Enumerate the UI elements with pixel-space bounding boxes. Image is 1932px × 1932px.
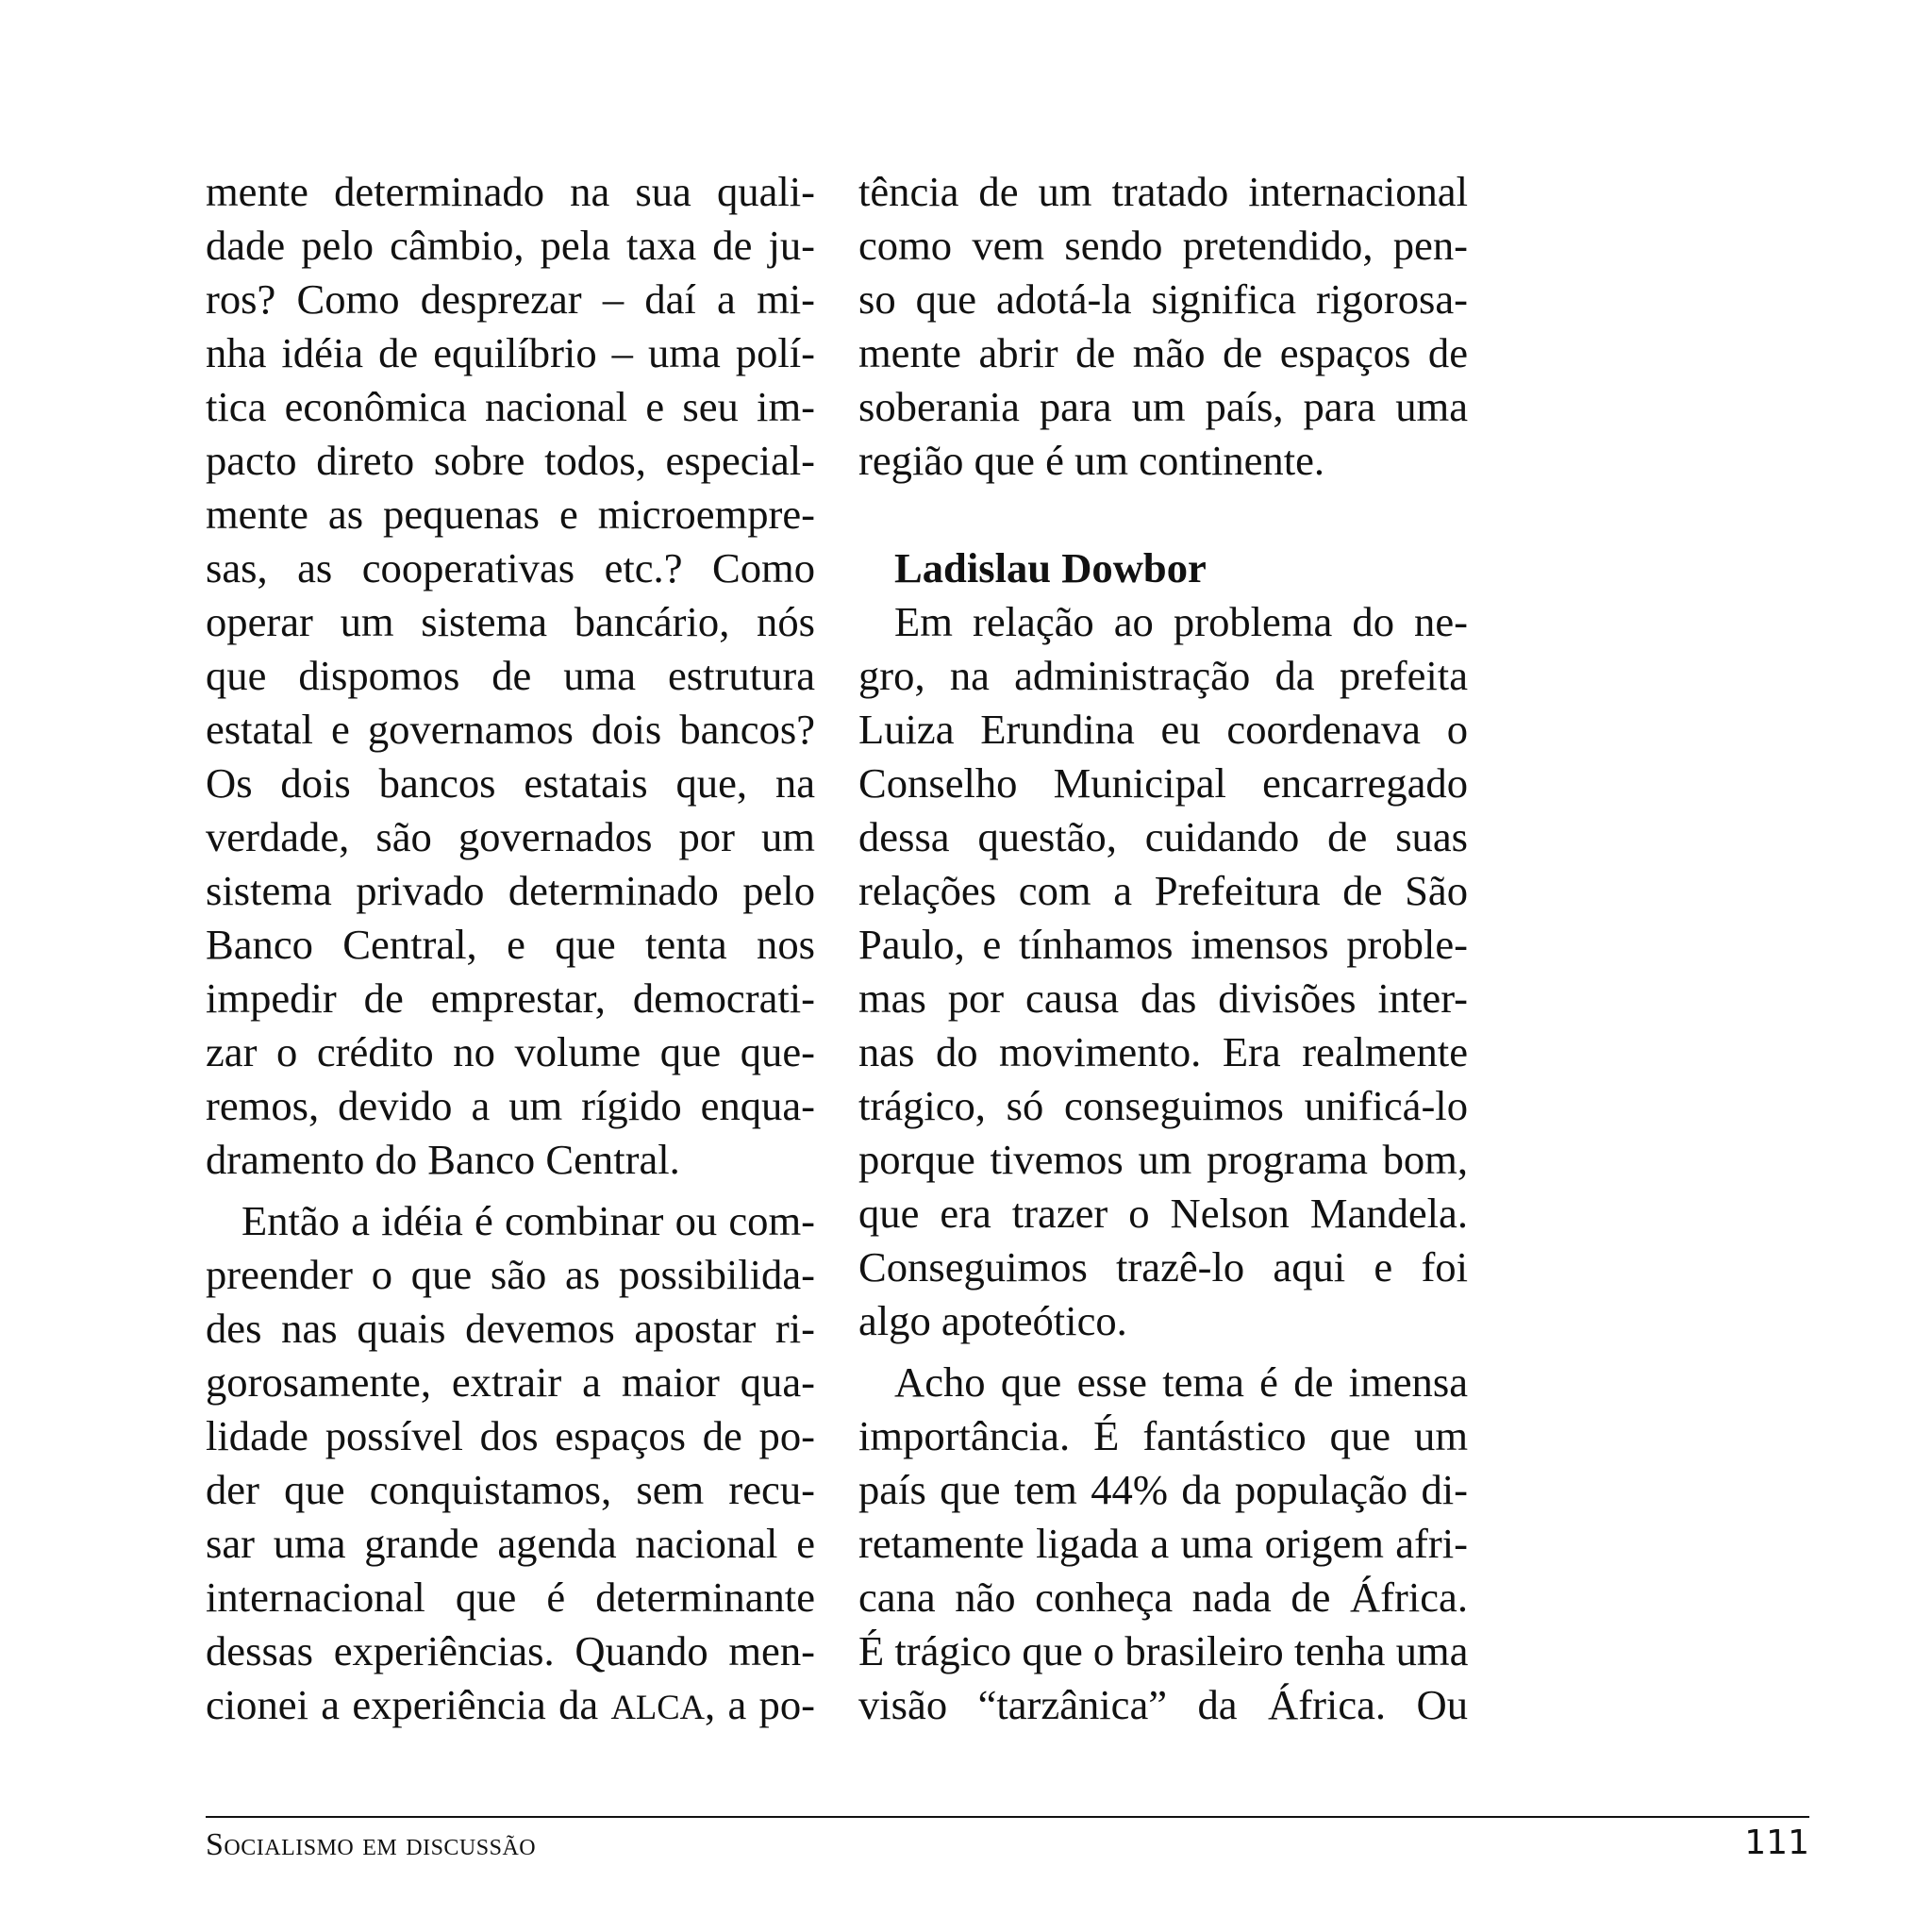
paragraph	[858, 165, 1468, 488]
text-line: lidade possível dos espaços de po-	[206, 1412, 815, 1459]
text-line: operar um sistema bancário, nós	[206, 598, 815, 645]
text-line: tica econômica nacional e seu im-	[206, 383, 815, 430]
right-text-column	[858, 165, 1468, 1732]
text-line: soberania para um país, para uma	[858, 383, 1468, 430]
text-line: sas, as cooperativas etc.? Como	[206, 544, 815, 591]
text-line: zar o crédito no volume que que-	[206, 1028, 815, 1075]
text-line	[206, 1678, 815, 1734]
text-line: Paulo, e tínhamos imensos proble-	[858, 921, 1468, 968]
text-line: importância. É fantástico que um	[858, 1412, 1468, 1459]
text-line: sistema privado determinado pelo	[206, 867, 815, 914]
paragraph	[206, 1194, 815, 1734]
text-line: Luiza Erundina eu coordenava o	[858, 706, 1468, 753]
paragraph-gap	[858, 1348, 1468, 1356]
text-line: pacto direto sobre todos, especial-	[206, 437, 815, 484]
text-line: região que é um continente.	[858, 437, 1325, 484]
text-line: gro, na administração da prefeita	[858, 652, 1468, 699]
text-line: tência de um tratado internacional	[858, 168, 1468, 215]
text-line: internacional que é determinante	[206, 1574, 815, 1621]
paragraph	[206, 165, 815, 1187]
text-line: mente abrir de mão de espaços de	[858, 329, 1468, 376]
text-line: retamente ligada a uma origem afri-	[858, 1520, 1468, 1567]
text-line: Em relação ao problema do ne-	[894, 598, 1468, 645]
text-line: relações com a Prefeitura de São	[858, 867, 1468, 914]
paragraph	[858, 1356, 1468, 1732]
text-line: nha idéia de equilíbrio – uma polí-	[206, 329, 815, 376]
text-line: mente as pequenas e microempre-	[206, 491, 815, 538]
text-line: porque tivemos um programa bom,	[858, 1136, 1468, 1183]
text-line: mas por causa das divisões inter-	[858, 974, 1468, 1022]
left-text-column	[206, 165, 815, 1734]
text-line: que dispomos de uma estrutura	[206, 652, 815, 699]
text-line: algo apoteótico.	[858, 1297, 1127, 1344]
text-line: Conseguimos trazê-lo aqui e foi	[858, 1243, 1468, 1291]
text-line: dade pelo câmbio, pela taxa de ju-	[206, 222, 815, 269]
text-line: estatal e governamos dois bancos?	[206, 706, 815, 753]
text-line: cana não conheça nada de África.	[858, 1574, 1468, 1621]
text-line: sar uma grande agenda nacional e	[206, 1520, 815, 1567]
text-line: gorosamente, extrair a maior qua-	[206, 1358, 815, 1406]
text-line: preender o que são as possibilida-	[206, 1251, 815, 1298]
text-line: ros? Como desprezar – daí a mi-	[206, 275, 815, 323]
text-line: como vem sendo pretendido, pen-	[858, 222, 1468, 269]
text-line: Então a idéia é combinar ou com-	[242, 1197, 815, 1244]
text-line: país que tem 44% da população di-	[858, 1466, 1468, 1513]
speaker-name: Ladislau Dowbor	[894, 544, 1207, 591]
text-line: que era trazer o Nelson Mandela.	[858, 1190, 1468, 1237]
text-line: dramento do Banco Central.	[206, 1136, 680, 1183]
text-line: dessa questão, cuidando de suas	[858, 813, 1468, 860]
text-line: Os dois bancos estatais que, na	[206, 759, 815, 807]
acronym: ALCA	[610, 1688, 706, 1726]
text-line: verdade, são governados por um	[206, 813, 815, 860]
paragraph	[858, 595, 1468, 1348]
text-line: der que conquistamos, sem recu-	[206, 1466, 815, 1513]
text-line: trágico, só conseguimos unificá-lo	[858, 1082, 1468, 1129]
text-line: Acho que esse tema é de imensa	[894, 1358, 1468, 1406]
text-line: nas do movimento. Era realmente	[858, 1028, 1468, 1075]
book-title: Socialismo em discussão	[206, 1827, 537, 1862]
page-number: 111	[1744, 1824, 1809, 1862]
text-line: des nas quais devemos apostar ri-	[206, 1305, 815, 1352]
text-line: É trágico que o brasileiro tenha uma	[858, 1627, 1469, 1674]
paragraph-gap	[206, 1187, 815, 1194]
text-line: dessas experiências. Quando men-	[206, 1627, 815, 1674]
text-line: Banco Central, e que tenta nos	[206, 921, 815, 968]
text-line: impedir de emprestar, democrati-	[206, 974, 815, 1022]
text-line: visão “tarzânica” da África. Ou	[858, 1681, 1468, 1728]
text-fragment: , a po-	[705, 1681, 815, 1728]
text-line: remos, devido a um rígido enqua-	[206, 1082, 815, 1129]
text-fragment: cionei a experiência da	[206, 1681, 611, 1728]
text-line: Conselho Municipal encarregado	[858, 759, 1468, 807]
section-gap	[858, 488, 1468, 541]
text-line: so que adotá-la significa rigorosa-	[858, 275, 1468, 323]
footer-rule	[206, 1816, 1809, 1818]
text-line: mente determinado na sua quali-	[206, 168, 815, 215]
